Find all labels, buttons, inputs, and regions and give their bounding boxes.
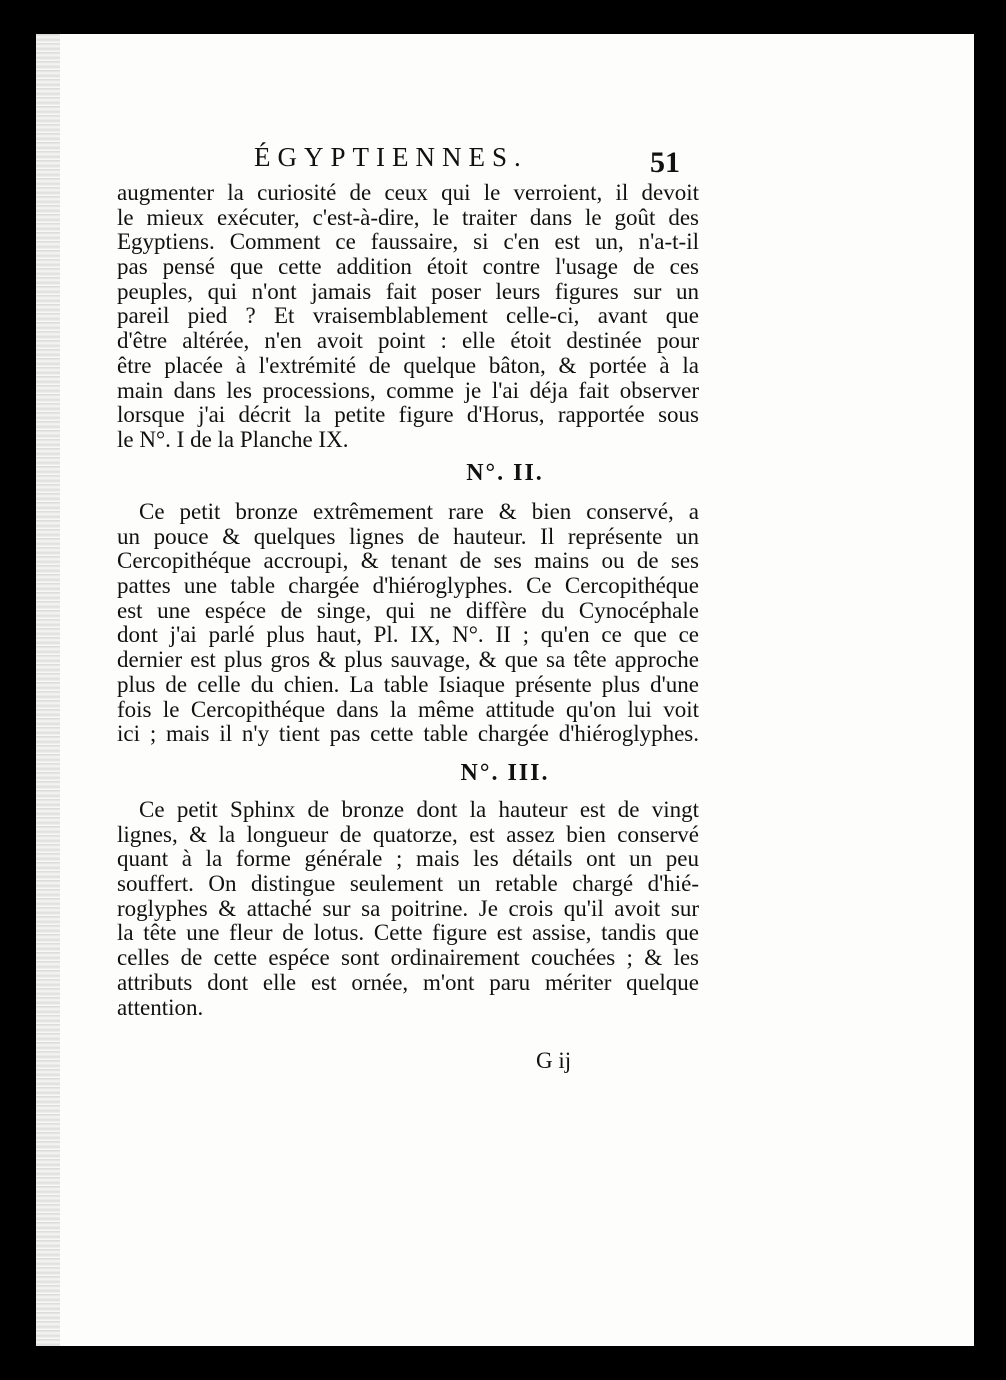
text-line: fois le Cercopithéque dans la même attitude qu'on lui voit (117, 696, 699, 722)
text-line: augmenter la curiosité de ceux qui le verroient, il devoit (117, 180, 699, 205)
text-line: lorsque j'ai décrit la petite figure d'Horus, rapportée sous (117, 402, 699, 428)
page-number: 51 (650, 146, 680, 179)
running-title: ÉGYPTIENNES. (254, 142, 528, 172)
text-line: dernier est plus gros & plus sauvage, & que sa tête approche (117, 647, 699, 673)
text-line: ici ; mais il n'y tient pas cette table chargée d'hiéroglyphes. (117, 721, 699, 747)
text-line: celles de cette espéce sont ordinairement couchées ; & les (117, 945, 699, 971)
text-line: être placée à l'extrémité de quelque bâton, & portée à la (117, 352, 699, 378)
text-line: main dans les processions, comme je l'ai déja fait observer (117, 377, 699, 403)
signature-mark: G ij (536, 1048, 572, 1073)
text-line: lignes, & la longueur de quatorze, est assez bien conservé (117, 821, 699, 847)
text-line: pareil pied ? Et vraisemblablement celle-ci, avant que (117, 303, 699, 329)
text-line: est une espéce de singe, qui ne diffère du Cynocéphale (117, 597, 699, 623)
paragraph-continued (117, 181, 699, 453)
text-line: attention. (117, 994, 204, 1020)
book-page (36, 34, 974, 1346)
paragraph-section-3 (117, 798, 699, 1020)
text-line: le N°. I de la Planche IX. (117, 426, 349, 452)
section-heading-3: N°. III. (460, 760, 550, 786)
text-line: pattes une table chargée d'hiéroglyphes. Ce Cercopithéque (117, 573, 699, 599)
text-line: Egyptiens. Comment ce faussaire, si c'en est un, n'a-t-il (117, 229, 699, 255)
text-line: le mieux exécuter, c'est-à-dire, le traiter dans le goût des (117, 204, 699, 230)
text-line: dont j'ai parlé plus haut, Pl. IX, N°. II ; qu'en ce que ce (117, 622, 699, 648)
text-line: attributs dont elle est ornée, m'ont paru mériter quelque (117, 969, 699, 995)
text-line: Cercopithéque accroupi, & tenant de ses mains ou de ses (117, 548, 699, 574)
text-line: un pouce & quelques lignes de hauteur. Il représente un (117, 523, 699, 549)
text-line: plus de celle du chien. La table Isiaque présente plus d'une (117, 671, 699, 697)
text-line: souffert. On distingue seulement un retable chargé d'hié- (117, 871, 699, 897)
paragraph-section-2 (117, 500, 699, 747)
text-line: pas pensé que cette addition étoit contre l'usage de ces (117, 254, 699, 280)
text-line: quant à la forme générale ; mais les détails ont un peu (117, 846, 699, 872)
text-line: roglyphes & attaché sur sa poitrine. Je crois qu'il avoit sur (117, 895, 699, 921)
text-line: Ce petit Sphinx de bronze dont la hauteur est de vingt (139, 797, 699, 822)
text-line: la tête une fleur de lotus. Cette figure est assise, tandis que (117, 920, 699, 946)
text-line: peuples, qui n'ont jamais fait poser leurs figures sur un (117, 278, 699, 304)
text-line: Ce petit bronze extrêmement rare & bien conservé, a (139, 499, 699, 524)
text-line: d'être altérée, n'en avoit point : elle étoit destinée pour (117, 328, 699, 354)
page-edge-shadow (36, 34, 60, 1346)
section-heading-2: N°. II. (466, 460, 544, 486)
